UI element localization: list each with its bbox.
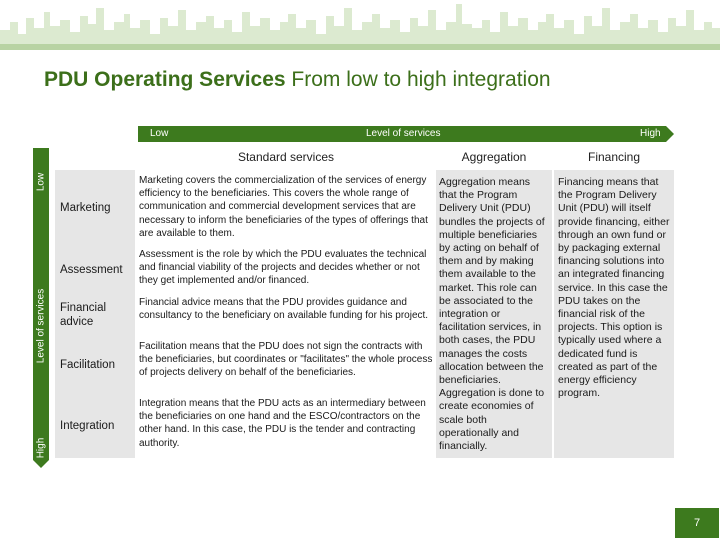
title-bold: PDU Operating Services: [44, 68, 286, 91]
v-axis-high: High: [35, 437, 47, 459]
financing-text: Financing means that the Program Delivery Unit (PDU) will itself provide financing, either through an own fund or by packaging external financing solutions into an integrated financing service. In this case the PDU takes on the financial risk of the projects. This option is typically used where a dedicated fund is created as part of the energy efficiency program.: [558, 176, 670, 400]
v-axis-label: Level of services: [35, 288, 47, 364]
title-rest: From low to high integration: [285, 68, 551, 91]
desc-facilitation: Facilitation means that the PDU does not sign the contracts with the beneficiaries, but coordinates or "facilitates" the whole process of projects delivery on behalf of the beneficiaries.: [139, 341, 433, 379]
skyline-decoration: [0, 0, 720, 50]
horizontal-axis-arrow: [138, 126, 674, 142]
page-number: 7: [675, 508, 719, 538]
service-label-column: [55, 170, 135, 458]
desc-integration: Integration means that the PDU acts as an intermediary between the beneficiaries on one hand and the ESCO/contractors on the other hand. In this case, the PDU is the tender and contracting authority.: [139, 398, 426, 449]
vertical-axis-arrow: [33, 148, 49, 468]
desc-assessment: Assessment is the role by which the PDU evaluates the technical and financial viability of the projects and decides whether or not they get implemented and/or financed.: [139, 249, 427, 287]
page-title: [44, 68, 551, 92]
arrow-right-icon: [666, 126, 674, 142]
h-axis-low: Low: [150, 128, 169, 139]
arrow-down-icon: [33, 460, 49, 468]
desc-marketing: Marketing covers the commercialization of the services of energy efficiency to the beneficiaries. This covers the whole range of communication and commercial development services that are necessary to inform the beneficiaries of the types of offerings that are available to them.: [139, 175, 428, 239]
row-label-financial-advice: Financial advice: [60, 302, 107, 328]
aggregation-panel: [436, 170, 552, 458]
aggregation-text: Aggregation means that the Program Delivery Unit (PDU) bundles the projects of multiple beneficiaries by acting on behalf of them and by making them available to the market. This role can be associated to the integration or facilitation services, in both cases, the PDU manages the costs allocation between the beneficiaries. Aggregation is done to create economies of scale both operationally and financially.: [439, 176, 545, 453]
row-label-integration: Integration: [60, 420, 115, 432]
header-financing: Financing: [554, 146, 674, 168]
v-axis-low: Low: [35, 172, 47, 192]
financing-panel: [554, 170, 674, 458]
header-aggregation: Aggregation: [436, 146, 552, 168]
h-axis-high: High: [640, 128, 661, 139]
row-label-assessment: Assessment: [60, 264, 123, 276]
row-label-facilitation: Facilitation: [60, 359, 115, 371]
h-axis-label: Level of services: [366, 128, 441, 139]
row-label-marketing: Marketing: [60, 202, 111, 214]
desc-financial-advice: Financial advice means that the PDU provides guidance and consultancy to the beneficiary on available funding for his project.: [139, 297, 429, 322]
header-standard-services: Standard services: [138, 146, 434, 168]
